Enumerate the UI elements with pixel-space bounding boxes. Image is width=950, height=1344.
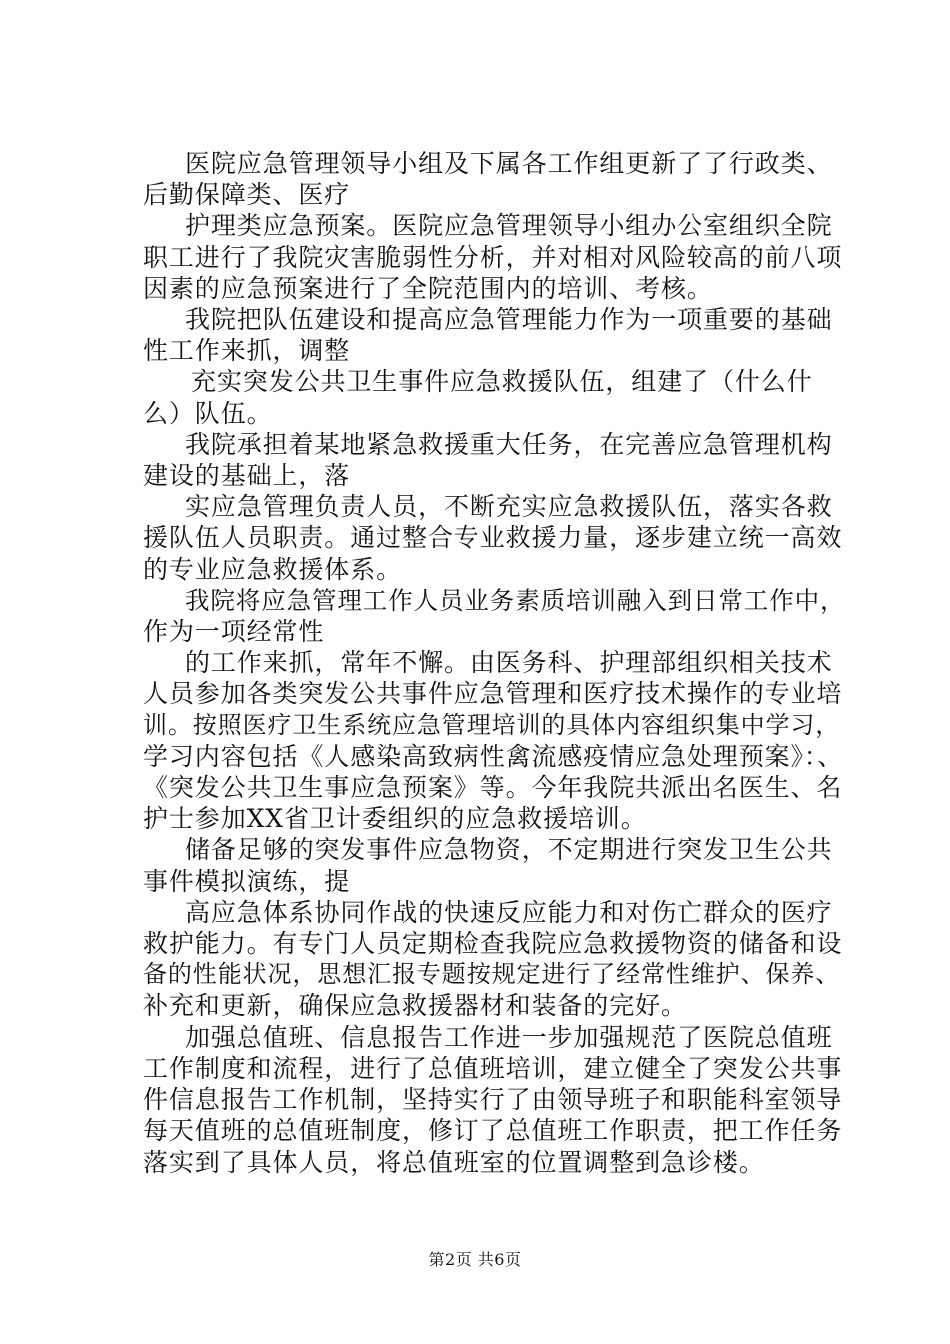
text-line: 的专业应急救援体系。	[143, 554, 403, 584]
text-line: 我院将应急管理工作人员业务素质培训融入到日常工作中，	[185, 585, 846, 615]
text-line: 援队伍人员职责。通过整合专业救援力量，逐步建立统一高效	[143, 523, 843, 553]
text-line: 储备足够的突发事件应急物资，不定期进行突发卫生公共	[185, 835, 833, 865]
text-line: 充实突发公共卫生事件应急救援队伍，组建了（什么什	[191, 367, 813, 397]
text-line: 性工作来抓，调整	[143, 336, 351, 366]
text-line: 落实到了具体人员，将总值班室的位置调整到急诊楼。	[143, 1147, 765, 1177]
text-line: 补充和更新，确保应急救援器材和装备的完好。	[143, 991, 687, 1021]
page-footer: 第2页 共6页	[428, 1250, 522, 1269]
text-line: 训。按照医疗卫生系统应急管理培训的具体内容组织集中学习，	[143, 710, 841, 739]
text-line: 高应急体系协同作战的快速反应能力和对伤亡群众的医疗	[185, 897, 833, 927]
text-line: 的工作来抓，常年不懈。由医务科、护理部组织相关技术	[185, 648, 833, 678]
text-line: 因素的应急预案进行了全院范围内的培训、考核。	[143, 273, 713, 303]
text-line: 建设的基础上，落	[143, 461, 351, 491]
text-line: 作为一项经常性	[143, 617, 325, 647]
text-line: 实应急管理负责人员，不断充实应急救援队伍，落实各救	[185, 492, 833, 522]
text-line: 救护能力。有专门人员定期检查我院应急救援物资的储备和设	[143, 929, 843, 959]
text-line: 备的性能状况，思想汇报专题按规定进行了经常性维护、保养、	[143, 960, 841, 989]
text-line: 职工进行了我院灾害脆弱性分析，并对相对风险较高的前八项	[143, 242, 843, 272]
text-line: 事件模拟演练，提	[143, 866, 351, 896]
text-line: 人员参加各类突发公共事件应急管理和医疗技术操作的专业培	[143, 679, 843, 709]
text-line: 护士参加XX省卫计委组织的应急救援培训。	[143, 804, 647, 834]
text-line: 么）队伍。	[143, 398, 273, 428]
text-line: 医院应急管理领导小组及下属各工作组更新了了行政类、	[185, 149, 833, 178]
text-line: 《突发公共卫生事应急预案》等。今年我院共派出名医生、名	[143, 773, 843, 803]
text-line: 我院把队伍建设和提高应急管理能力作为一项重要的基础	[185, 305, 833, 335]
text-line: 后勤保障类、医疗	[143, 180, 351, 210]
text-line: 护理类应急预案。医院应急管理领导小组办公室组织全院	[185, 211, 833, 241]
document-body	[143, 148, 848, 1178]
text-line: 每天值班的总值班制度，修订了总值班工作职责，把工作任务	[143, 1116, 843, 1146]
text-line: 加强总值班、信息报告工作进一步加强规范了医院总值班	[185, 1022, 833, 1052]
text-line: 件信息报告工作机制，坚持实行了由领导班子和职能科室领导	[143, 1085, 843, 1115]
text-line: 我院承担着某地紧急救援重大任务，在完善应急管理机构	[185, 429, 833, 459]
text-line: 学习内容包括《人感染高致病性禽流感疫情应急处理预案》：、	[143, 741, 844, 771]
text-line: 工作制度和流程，进行了总值班培训，建立健全了突发公共事	[143, 1053, 843, 1083]
